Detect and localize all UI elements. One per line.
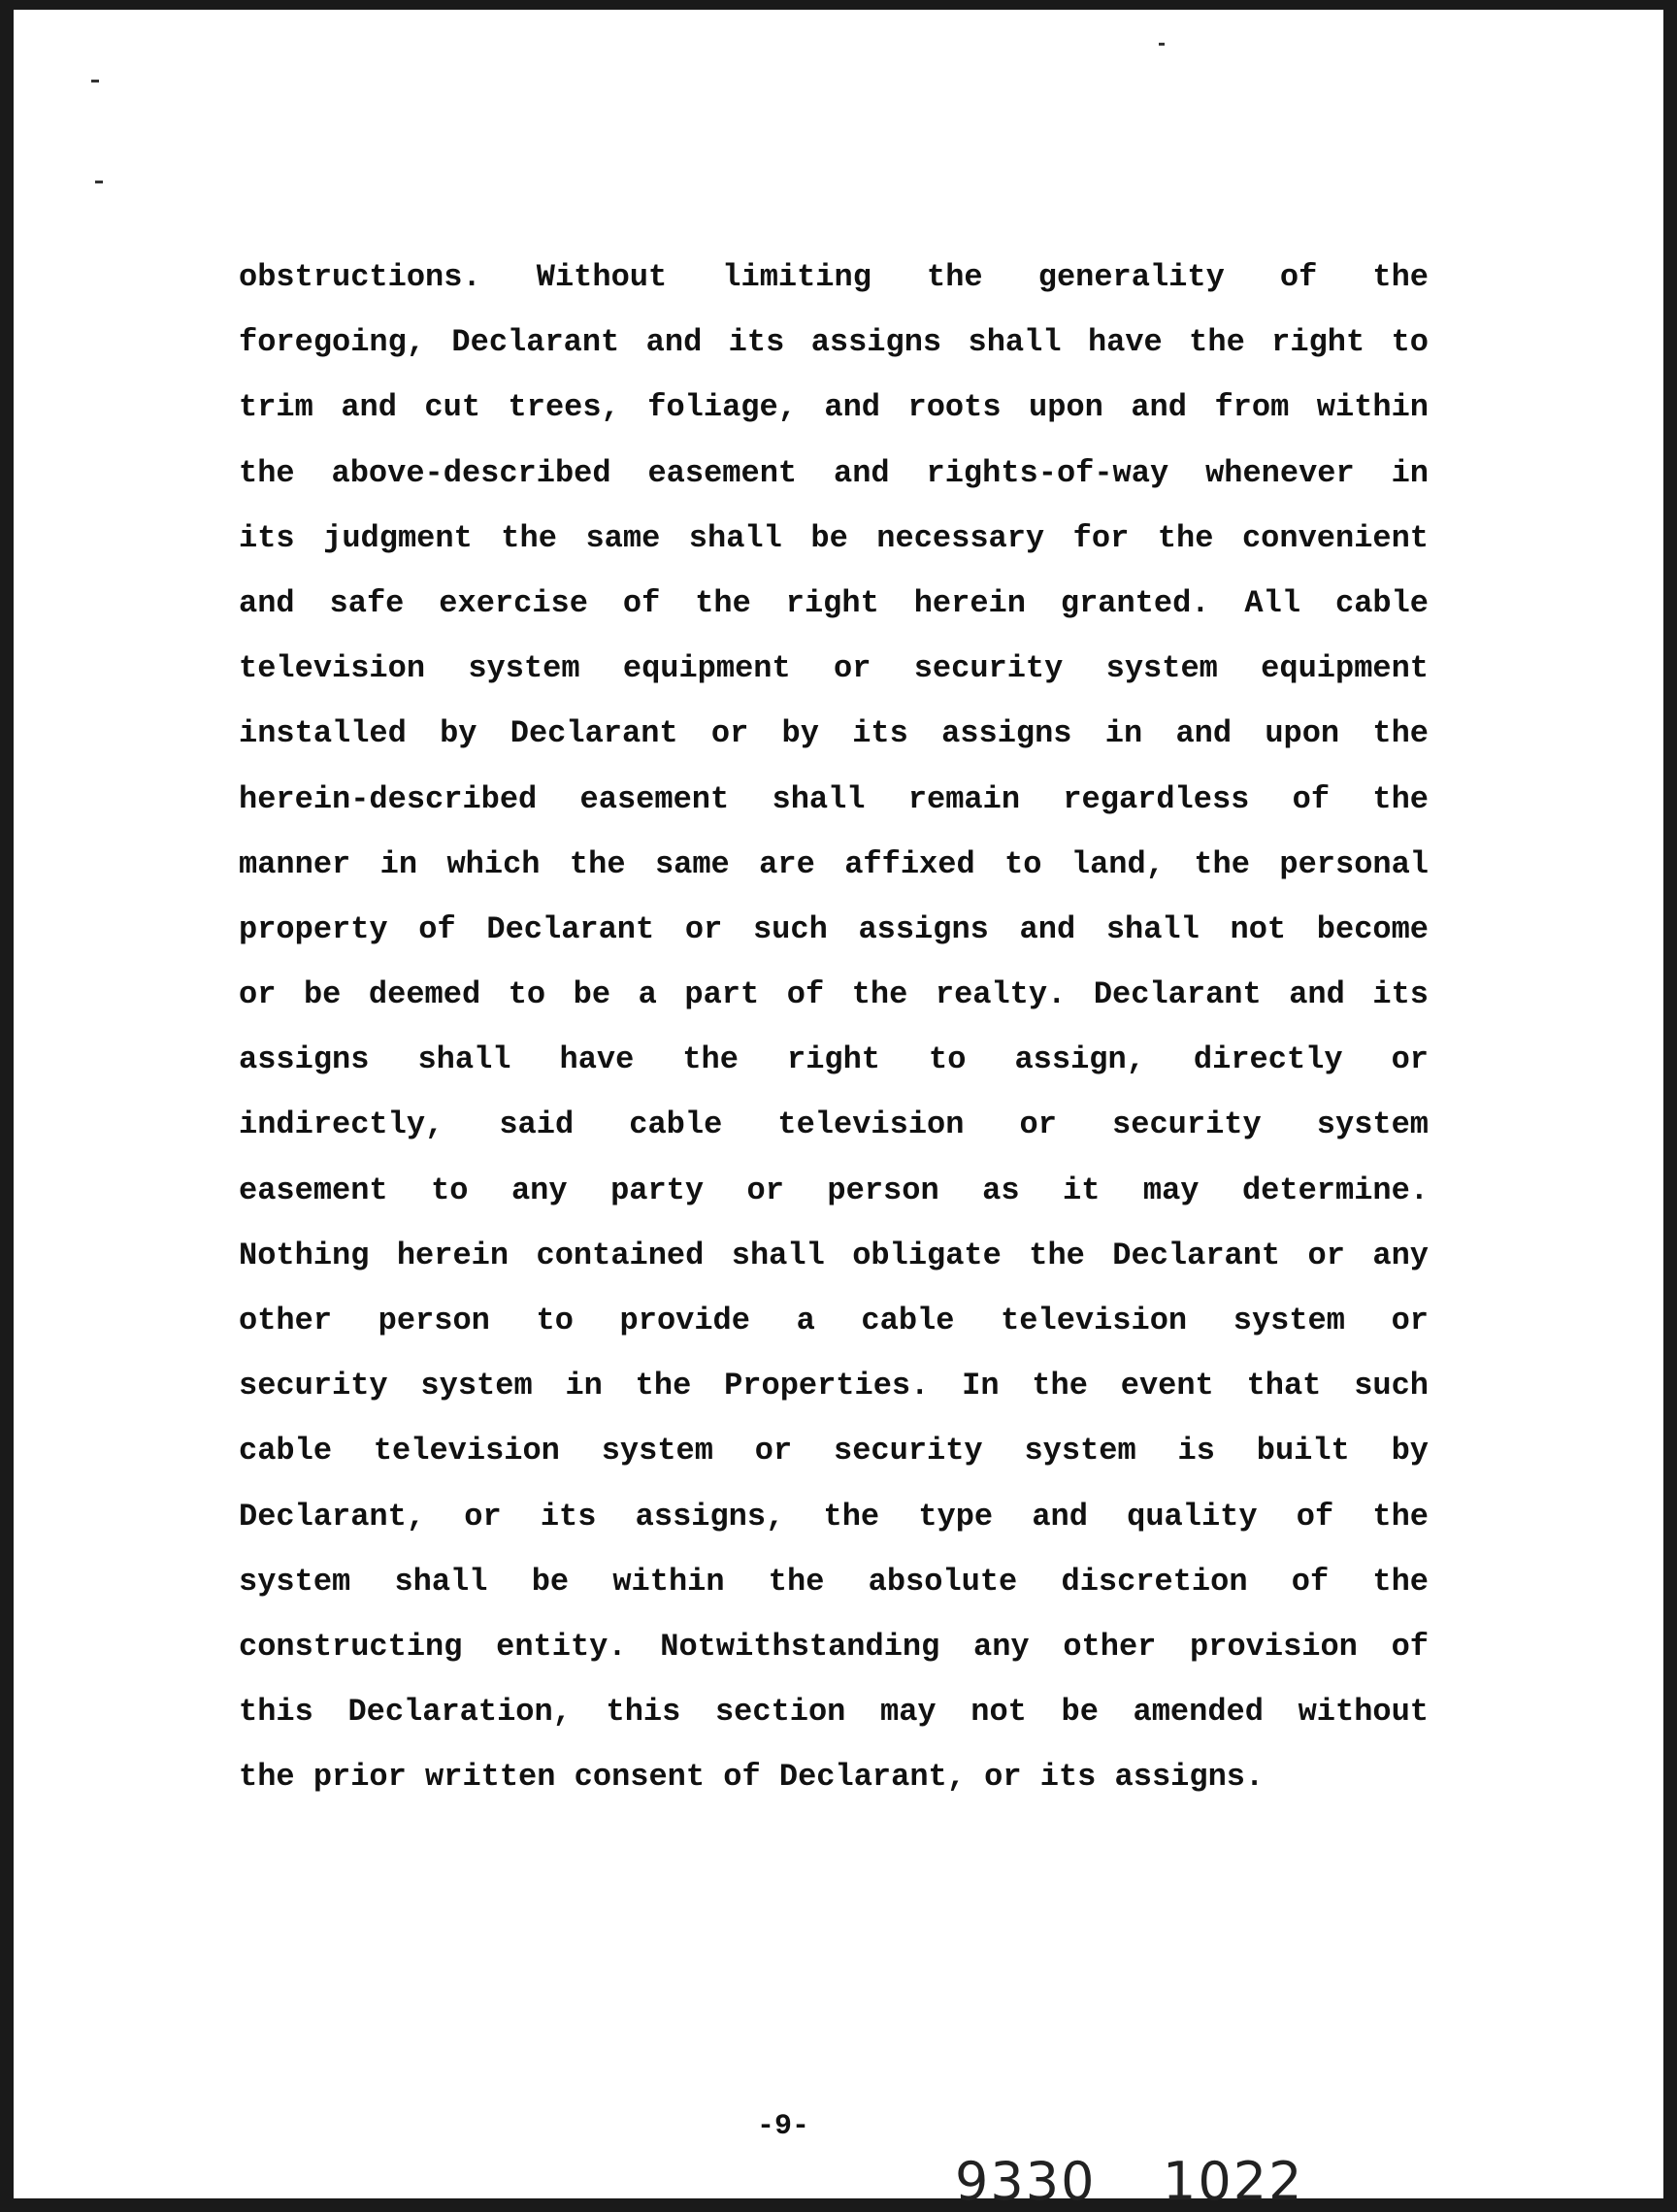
body-line: assigns shall have the right to assign, directly or	[239, 1041, 1429, 1078]
body-line: trim and cut trees, foliage, and roots upon and from within	[239, 389, 1429, 426]
scan-speck	[1159, 43, 1165, 46]
body-line: and safe exercise of the right herein granted. All cable	[239, 584, 1429, 621]
document-reference-page: 1022	[1163, 2151, 1304, 2212]
body-line: cable television system or security system is built by	[239, 1433, 1429, 1469]
document-reference-book: 9330	[955, 2151, 1097, 2212]
body-line: its judgment the same shall be necessary for the convenient	[239, 519, 1429, 556]
body-line: this Declaration, this section may not be amended without	[239, 1694, 1429, 1731]
body-line: system shall be within the absolute discretion of the	[239, 1563, 1429, 1600]
body-line: indirectly, said cable television or security system	[239, 1106, 1429, 1143]
body-line: obstructions. Without limiting the generality of the	[239, 259, 1429, 295]
body-line: easement to any party or person as it may determine.	[239, 1172, 1429, 1208]
body-line: manner in which the same are affixed to land, the personal	[239, 845, 1429, 882]
body-line: herein-described easement shall remain regardless of the	[239, 780, 1429, 817]
body-line: property of Declarant or such assigns and shall not become	[239, 910, 1429, 947]
body-line: or be deemed to be a part of the realty. Declarant and its	[239, 976, 1429, 1013]
body-line: Nothing herein contained shall obligate the Declarant or any	[239, 1237, 1429, 1273]
body-line: Declarant, or its assigns, the type and quality of the	[239, 1498, 1429, 1535]
document-page	[14, 10, 1663, 2212]
body-line: foregoing, Declarant and its assigns shall have the right to	[239, 324, 1429, 361]
body-line: constructing entity. Notwithstanding any other provision of	[239, 1628, 1429, 1665]
body-line: installed by Declarant or by its assigns in and upon the	[239, 715, 1429, 752]
body-text	[239, 245, 1429, 1810]
body-line: the above-described easement and rights-of-way whenever in	[239, 454, 1429, 491]
body-line: television system equipment or security system equipment	[239, 650, 1429, 687]
page-number: -9-	[757, 2110, 810, 2143]
body-line: the prior written consent of Declarant, or its assigns.	[239, 1759, 1265, 1796]
scan-speck	[95, 181, 103, 183]
scan-speck	[91, 80, 99, 83]
body-line: security system in the Properties. In the event that such	[239, 1368, 1429, 1404]
body-line: other person to provide a cable television system or	[239, 1303, 1429, 1338]
